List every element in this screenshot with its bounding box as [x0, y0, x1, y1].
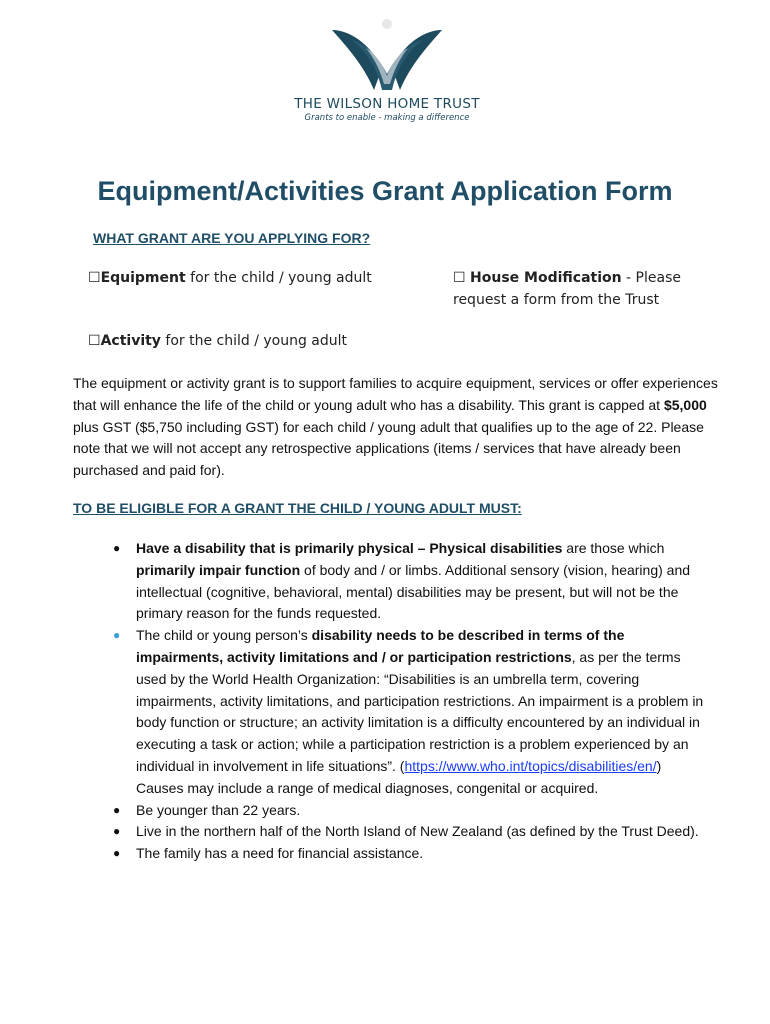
item-bold-text: disability needs to be described in terms of the impairments, activity limitations and / or participation restrictions [136, 627, 625, 665]
equipment-checkbox-icon[interactable]: ☐ [88, 270, 101, 286]
intro-text-1: The equipment or activity grant is to support families to acquire equipment, services or offer experiences that will enhance the life of the child or young adult who has a disability. This grant is capped at [73, 375, 718, 413]
item-text: Live in the northern half of the North Island of New Zealand (as defined by the Trust Deed). [136, 823, 699, 840]
equipment-option-text: for the child / young adult [185, 270, 372, 286]
eligibility-heading: TO BE ELIGIBLE FOR A GRANT THE CHILD / YOUNG ADULT MUST: [73, 500, 522, 516]
page-title: Equipment/Activities Grant Application Form [97, 176, 673, 206]
bullet-icon: ● [113, 846, 121, 861]
bullet-icon: ● [113, 628, 121, 643]
item-text: The child or young person’s [136, 627, 312, 644]
item-text: Be younger than 22 years. [136, 801, 301, 818]
eligibility-list [113, 538, 713, 865]
activity-option-label: Activity [100, 333, 161, 349]
house-modification-option-label: House Modification [470, 270, 622, 286]
item-text: are those which [562, 540, 665, 556]
activity-checkbox-icon[interactable]: ☐ [88, 333, 101, 349]
bullet-icon: ● [113, 802, 121, 817]
house-modification-option-note: request a form from the Trust [453, 292, 660, 308]
activity-option-text: for the child / young adult [160, 333, 348, 349]
grant-cap-amount: $5,000 [663, 396, 707, 413]
intro-paragraph [73, 373, 723, 482]
item-text: , as per the terms used by the World Health Organization: “Disabilities is an umbrella term, covering impairments, activity limitations, and participation restrictions. An impairment is a problem in body function or structure; an activity limitation is a difficulty encountered by an individual in executing a task or action; while a participation restriction is a problem experienced by an individual in involvement in life situations”. ( [136, 648, 704, 774]
house-modification-checkbox-icon[interactable]: ☐ [453, 270, 466, 286]
house-modification-option-text: - Please [621, 270, 681, 286]
org-name: THE WILSON HOME TRUST [294, 96, 480, 112]
equipment-option-label: Equipment [100, 270, 186, 286]
list-item [113, 800, 713, 822]
who-disabilities-link[interactable]: https://www.who.int/topics/disabilities/en/ [404, 757, 657, 774]
org-tagline: Grants to enable - making a difference [304, 113, 470, 123]
equipment-option[interactable] [88, 267, 372, 289]
item-text: ) [656, 757, 662, 774]
item-bold-text: Have a disability that is primarily physical – Physical disabilities [136, 540, 563, 556]
grant-type-heading: WHAT GRANT ARE YOU APPLYING FOR? [93, 230, 371, 246]
intro-text-2: plus GST ($5,750 including GST) for each child / young adult that qualifies up to the age of 22. Please note that we will not accept any retrospective applications (items / services that have already been purchased and paid for). [73, 418, 704, 479]
bullet-icon: ● [113, 541, 121, 555]
list-item [113, 538, 713, 625]
activity-option[interactable] [88, 330, 347, 352]
bullet-icon: ● [113, 824, 121, 839]
list-item [113, 625, 713, 799]
list-item [113, 843, 713, 865]
item-text: The family has a need for financial assistance. [136, 845, 424, 862]
org-logo [282, 18, 492, 130]
item-text: of body and / or limbs. Additional sensory (vision, hearing) and intellectual (cognitive, behavioral, mental) disabilities may be present, but will not be the primary reason for the funds requested. [136, 561, 691, 622]
item-bold-text: primarily impair function [136, 561, 301, 578]
house-modification-option[interactable] [453, 267, 713, 311]
item-text: Causes may include a range of medical diagnoses, congenital or acquired. [136, 779, 599, 796]
list-item [113, 821, 713, 843]
wilson-w-wings-logo-icon [328, 18, 446, 94]
